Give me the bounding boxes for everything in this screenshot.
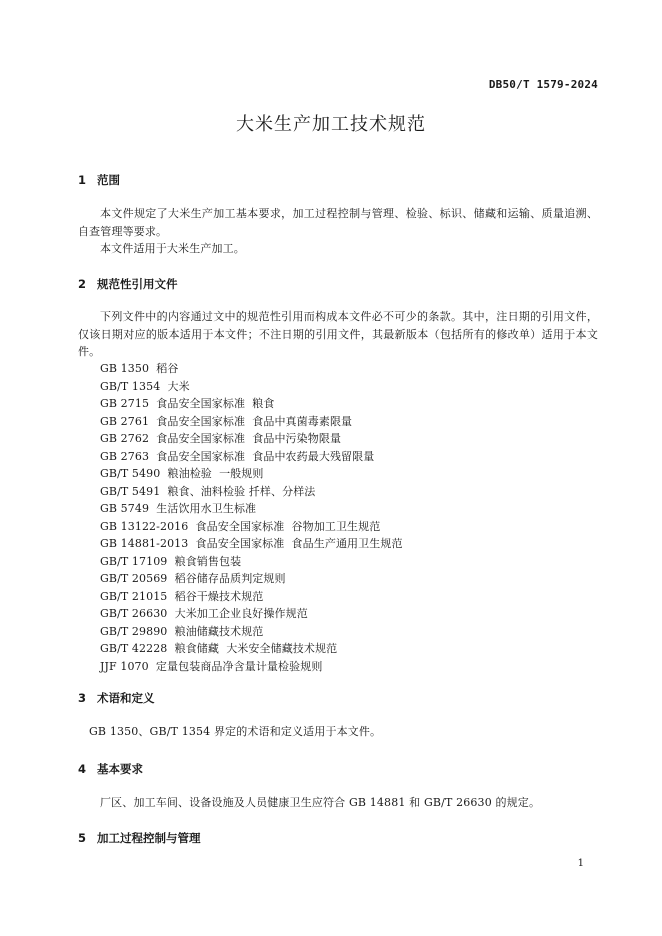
section-title: 基本要求 xyxy=(97,762,143,776)
reference-item: GB/T 20569 稻谷储存品质判定规则 xyxy=(100,572,286,585)
section-title: 规范性引用文件 xyxy=(97,277,178,291)
page-number: 1 xyxy=(577,858,584,869)
section-number: 4 xyxy=(78,762,87,776)
reference-item: GB 1350 稻谷 xyxy=(100,362,179,375)
reference-item: GB/T 5491 粮食、油料检验 扦样、分样法 xyxy=(100,484,316,498)
section-number: 3 xyxy=(78,691,87,705)
document-code: DB50/T 1579-2024 xyxy=(488,78,598,91)
section-4-paragraph: 厂区、加工车间、设备设施及人员健康卫生应符合 GB 14881 和 GB/T 26630 的规定。 xyxy=(100,796,541,809)
document-title: 大米生产加工技术规范 xyxy=(236,114,426,135)
section-3-heading xyxy=(78,690,155,706)
reference-item: GB 2763 食品安全国家标准 食品中农药最大残留限量 xyxy=(100,449,375,463)
reference-item: GB/T 21015 稻谷干燥技术规范 xyxy=(100,589,264,603)
reference-item: GB/T 5490 粮油检验 一般规则 xyxy=(100,467,264,480)
reference-item: GB/T 17109 粮食销售包装 xyxy=(100,554,242,568)
reference-item: GB 2762 食品安全国家标准 食品中污染物限量 xyxy=(100,432,342,445)
reference-item: GB 13122-2016 食品安全国家标准 谷物加工卫生规范 xyxy=(100,519,381,533)
section-4-heading xyxy=(78,761,143,777)
reference-item: GB/T 26630 大米加工企业良好操作规范 xyxy=(100,607,308,620)
reference-item: JJF 1070 定量包装商品净含量计量检验规则 xyxy=(100,659,323,673)
section-3-paragraph: GB 1350、GB/T 1354 界定的术语和定义适用于本文件。 xyxy=(89,725,382,738)
section-title: 范围 xyxy=(97,173,120,187)
reference-item: GB/T 42228 粮食储藏 大米安全储藏技术规范 xyxy=(100,642,338,655)
reference-item: GB/T 1354 大米 xyxy=(100,379,190,393)
section-title: 术语和定义 xyxy=(97,691,155,705)
section-title: 加工过程控制与管理 xyxy=(97,831,201,845)
reference-item: GB/T 29890 粮油储藏技术规范 xyxy=(100,624,264,638)
section-1-heading xyxy=(78,172,120,188)
section-number: 1 xyxy=(78,173,87,187)
section-1-paragraph-1: 本文件规定了大米生产加工基本要求，加工过程控制与管理、检验、标识、储藏和运输、质量追溯、自查管理等要求。 xyxy=(78,207,598,238)
reference-item: GB 5749 生活饮用水卫生标准 xyxy=(100,502,257,515)
reference-item: GB 2715 食品安全国家标准 粮食 xyxy=(100,397,275,410)
section-2-intro: 下列文件中的内容通过文中的规范性引用而构成本文件必不可少的条款。其中，注日期的引用文件，仅该日期对应的版本适用于本文件；不注日期的引用文件，其最新版本（包括所有的修改单）适用于本文件。 xyxy=(78,310,598,358)
reference-list xyxy=(100,360,403,675)
section-number: 2 xyxy=(78,277,87,291)
section-1-paragraph-2: 本文件适用于大米生产加工。 xyxy=(100,242,245,255)
reference-item: GB 14881-2013 食品安全国家标准 食品生产通用卫生规范 xyxy=(100,537,403,550)
section-5-heading xyxy=(78,830,201,846)
section-number: 5 xyxy=(78,831,87,845)
section-2-heading xyxy=(78,276,178,292)
reference-item: GB 2761 食品安全国家标准 食品中真菌毒素限量 xyxy=(100,414,353,428)
